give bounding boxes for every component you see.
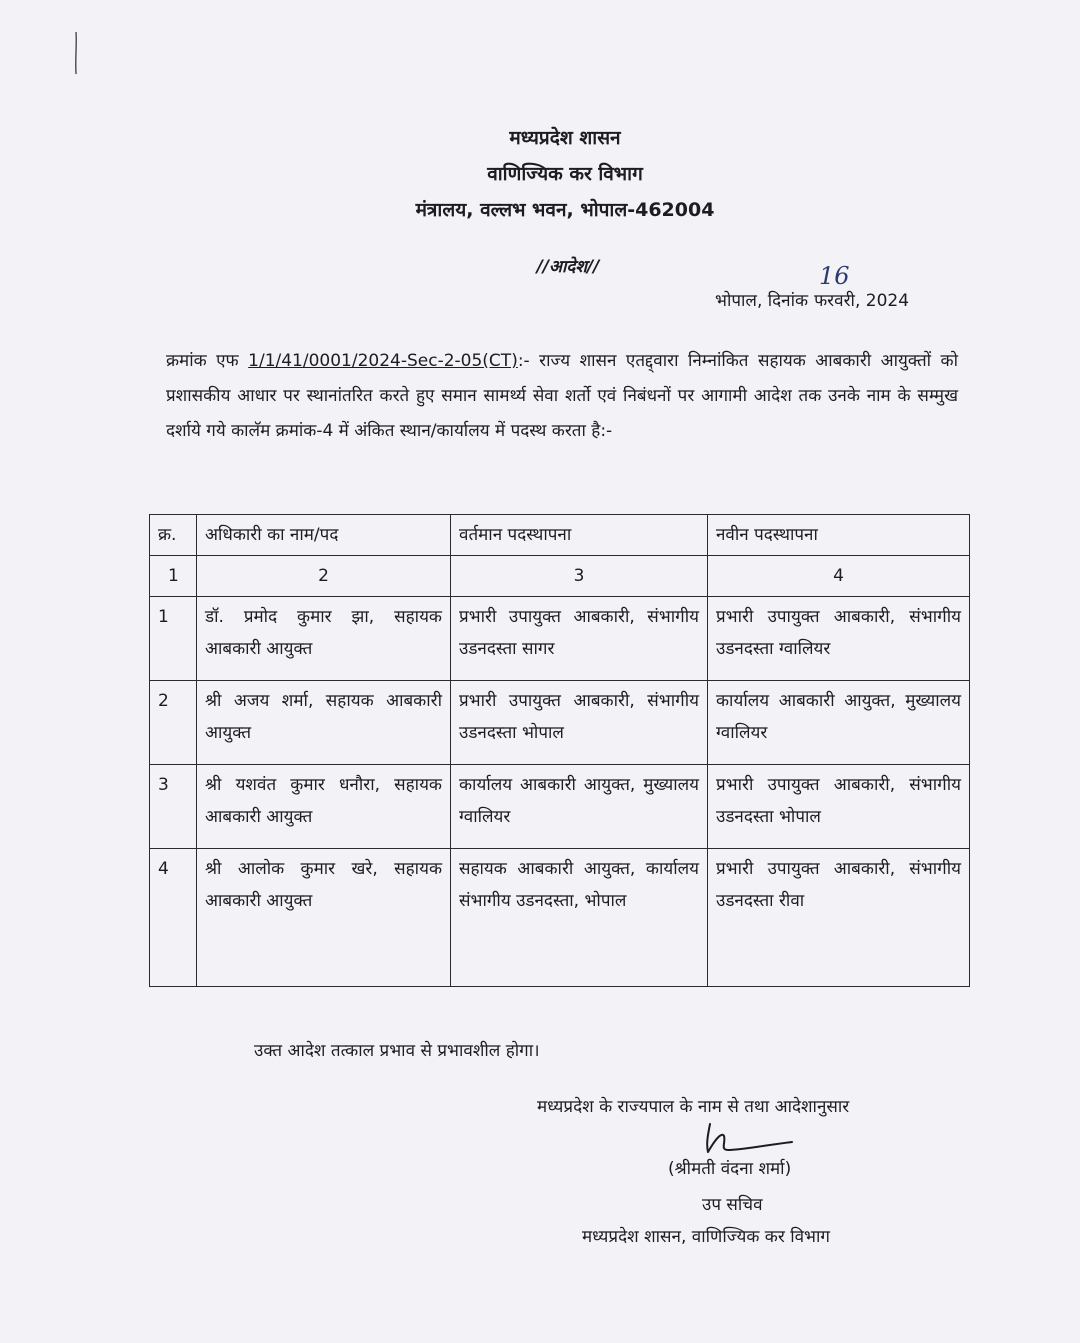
signature-mark bbox=[700, 1120, 795, 1160]
row-current-posting: प्रभारी उपायुक्त आबकारी, संभागीय उडनदस्ता सागर bbox=[451, 597, 708, 681]
row-officer: श्री यशवंत कुमार धनौरा, सहायक आबकारी आयुक्त bbox=[197, 765, 451, 849]
row-current-posting: सहायक आबकारी आयुक्त, कार्यालय संभागीय उडनदस्ता, भोपाल bbox=[451, 849, 708, 987]
closing-statement: उक्त आदेश तत्काल प्रभाव से प्रभावशील होगा। bbox=[254, 1041, 540, 1061]
transfer-table bbox=[149, 514, 970, 987]
table-row bbox=[150, 849, 970, 987]
header-officer: अधिकारी का नाम/पद bbox=[197, 515, 451, 556]
order-body: :- राज्य शासन एतद्द्वारा निम्नांकित सहायक आबकारी आयुक्तों को प्रशासकीय आधार पर स्थानांतरित करते हुए समान सामर्थ्य सेवा शर्तो एवं निबंधनों पर आगामी आदेश तक उनके नाम के सम्मुख दर्शाये गये कालॅम क्रमांक-4 में अंकित स्थान/कार्यालय में पदस्थ करता है:- bbox=[166, 351, 959, 441]
row-serial: 2 bbox=[150, 681, 197, 765]
date-prefix: भोपाल, दिनांक bbox=[715, 291, 809, 311]
row-serial: 3 bbox=[150, 765, 197, 849]
row-new-posting: प्रभारी उपायुक्त आबकारी, संभागीय उडनदस्ता ग्वालियर bbox=[708, 597, 970, 681]
signatory-name: (श्रीमती वंदना शर्मा) bbox=[668, 1159, 792, 1179]
table-row bbox=[150, 765, 970, 849]
row-current-posting: प्रभारी उपायुक्त आबकारी, संभागीय उडनदस्ता भोपाल bbox=[451, 681, 708, 765]
row-officer: श्री आलोक कुमार खरे, सहायक आबकारी आयुक्त bbox=[197, 849, 451, 987]
table-row bbox=[150, 681, 970, 765]
header-department: वाणिज्यिक कर विभाग bbox=[487, 163, 643, 185]
signatory-designation: उप सचिव bbox=[702, 1195, 763, 1215]
date-line bbox=[715, 288, 909, 311]
order-paragraph bbox=[166, 344, 958, 449]
table-header-row bbox=[150, 515, 970, 556]
date-month-year: फरवरी, 2024 bbox=[814, 291, 910, 311]
row-new-posting: कार्यालय आबकारी आयुक्त, मुख्यालय ग्वालियर bbox=[708, 681, 970, 765]
order-title: //आदेश// bbox=[536, 257, 600, 277]
handwritten-date: 16 bbox=[819, 262, 850, 290]
row-serial: 4 bbox=[150, 849, 197, 987]
row-officer: श्री अजय शर्मा, सहायक आबकारी आयुक्त bbox=[197, 681, 451, 765]
row-new-posting: प्रभारी उपायुक्त आबकारी, संभागीय उडनदस्ता भोपाल bbox=[708, 765, 970, 849]
header-address: मंत्रालय, वल्लभ भवन, भोपाल-462004 bbox=[415, 199, 715, 221]
signatory-department: मध्यप्रदेश शासन, वाणिज्यिक कर विभाग bbox=[582, 1227, 830, 1247]
table-row bbox=[150, 597, 970, 681]
column-number: 1 bbox=[150, 556, 197, 597]
margin-pen-mark bbox=[74, 30, 78, 76]
header-serial: क्र. bbox=[150, 515, 197, 556]
reference-number: 1/1/41/0001/2024-Sec-2-05(CT) bbox=[248, 351, 518, 371]
row-new-posting: प्रभारी उपायुक्त आबकारी, संभागीय उडनदस्ता रीवा bbox=[708, 849, 970, 987]
column-number: 2 bbox=[197, 556, 451, 597]
row-officer: डॉ. प्रमोद कुमार झा, सहायक आबकारी आयुक्त bbox=[197, 597, 451, 681]
column-number-row bbox=[150, 556, 970, 597]
column-number: 3 bbox=[451, 556, 708, 597]
ref-lead: क्रमांक एफ bbox=[166, 351, 239, 371]
column-number: 4 bbox=[708, 556, 970, 597]
authority-line: मध्यप्रदेश के राज्यपाल के नाम से तथा आदेशानुसार bbox=[537, 1097, 850, 1117]
row-current-posting: कार्यालय आबकारी आयुक्त, मुख्यालय ग्वालियर bbox=[451, 765, 708, 849]
row-serial: 1 bbox=[150, 597, 197, 681]
header-new-posting: नवीन पदस्थापना bbox=[708, 515, 970, 556]
header-government: मध्यप्रदेश शासन bbox=[509, 127, 621, 149]
header-current-posting: वर्तमान पदस्थापना bbox=[451, 515, 708, 556]
